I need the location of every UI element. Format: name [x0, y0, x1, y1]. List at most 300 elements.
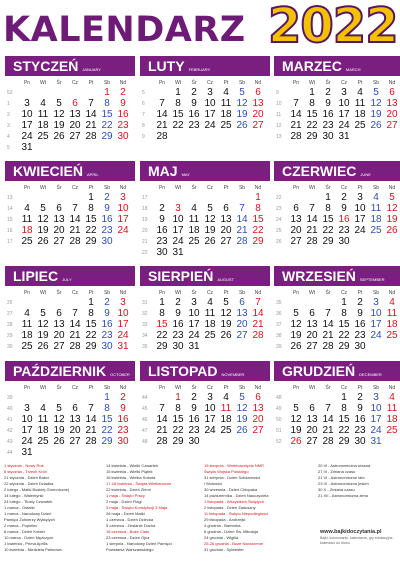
week-number: 41: [7, 416, 13, 423]
month-name-english: DECEMBER: [359, 372, 382, 377]
day-cell: 3: [373, 297, 379, 308]
day-cell: 10: [204, 403, 216, 414]
day-cell: 15: [172, 109, 184, 120]
weekday-label: Wt: [308, 384, 316, 391]
day-cell: 28: [252, 330, 264, 341]
week-row: [140, 109, 270, 120]
day-cell: 7: [72, 203, 78, 214]
day-cell: 8: [104, 403, 110, 414]
day-cell: 8: [159, 308, 165, 319]
week-number: 40: [7, 405, 13, 412]
weekday-label: Śr: [325, 79, 331, 86]
day-cell: 30: [354, 436, 366, 447]
day-cell: 1: [175, 87, 181, 98]
day-cell: 7: [293, 98, 299, 109]
day-cell: 26: [220, 330, 232, 341]
day-cell: 28: [236, 236, 248, 247]
week-row: [274, 120, 400, 131]
notes-column: [4, 463, 69, 553]
week-number: 48: [142, 438, 148, 445]
day-cell: 22: [172, 425, 184, 436]
week-row: [5, 414, 135, 425]
month-name: MARZEC: [282, 58, 342, 74]
week-number: 8: [142, 122, 145, 129]
day-cell: 4: [207, 297, 213, 308]
day-cell: 4: [389, 297, 395, 308]
month-name-english: AUGUST: [217, 277, 235, 282]
holiday-note: Powstania Warszawskiego: [106, 547, 154, 552]
day-cell: 15: [85, 214, 97, 225]
day-cell: 11: [370, 203, 382, 214]
week-number: 44: [7, 449, 13, 456]
weekday-label: Nd: [388, 289, 396, 296]
weekday-label: Pt: [88, 384, 94, 391]
day-cell: 22: [85, 330, 97, 341]
day-cell: 2: [357, 392, 363, 403]
week-number: 15: [7, 216, 13, 223]
day-cell: 12: [370, 98, 382, 109]
weekday-header: [140, 288, 270, 297]
month-name: PAŹDZIERNIK: [13, 363, 107, 379]
day-cell: 28: [322, 436, 334, 447]
day-cell: 9: [325, 98, 331, 109]
weekday-label: Pn: [158, 79, 166, 86]
day-cell: 2: [191, 87, 197, 98]
day-cell: 2: [191, 392, 197, 403]
day-cell: 5: [56, 403, 62, 414]
day-cell: 16: [188, 109, 200, 120]
weekday-header: [274, 383, 400, 392]
day-cell: 24: [370, 330, 382, 341]
week-row: [274, 236, 400, 247]
weekday-label: Śr: [325, 384, 331, 391]
week-number: 30: [7, 343, 13, 350]
month-name: WRZESIEŃ: [282, 268, 356, 284]
day-cell: 4: [40, 98, 46, 109]
weekday-label: Cz: [206, 79, 214, 86]
holiday-note: 14 października - Dzień Nauczyciela: [204, 493, 269, 498]
holiday-note: i Wolności: [204, 481, 223, 486]
holiday-note: 2 lutego - Matki Boskiej Gromnicznej: [4, 487, 69, 492]
weekday-label: Śr: [56, 184, 62, 191]
week-row: [5, 297, 135, 308]
week-number: 26: [276, 238, 282, 245]
week-number: 33: [142, 321, 148, 328]
weekday-label: Nd: [254, 79, 262, 86]
day-cell: 30: [101, 236, 113, 247]
day-cell: 17: [117, 214, 129, 225]
weekday-label: Pn: [158, 184, 166, 191]
site-link[interactable]: www.bajkidoczytania.pl: [320, 529, 382, 535]
holiday-note: 2 listopada - Dzień Zaduszny: [204, 505, 256, 510]
holiday-notes: [0, 463, 400, 566]
day-cell: 25: [386, 330, 398, 341]
day-cell: 31: [370, 436, 382, 447]
day-cell: 15: [172, 414, 184, 425]
day-cell: 18: [386, 414, 398, 425]
day-cell: 12: [53, 109, 65, 120]
day-cell: 2: [104, 192, 110, 203]
week-number: 32: [142, 310, 148, 317]
day-cell: 17: [117, 319, 129, 330]
week-row: [140, 192, 270, 203]
day-cell: 2: [159, 203, 165, 214]
day-cell: 11: [37, 414, 49, 425]
week-number: 17: [142, 194, 148, 201]
day-cell: 14: [85, 109, 97, 120]
day-cell: 13: [290, 214, 302, 225]
day-cell: 25: [37, 131, 49, 142]
day-cell: 1: [255, 192, 261, 203]
weekday-label: Pt: [357, 184, 363, 191]
day-cell: 11: [220, 403, 232, 414]
holiday-note: 10 kwietnia - Niedziela Palmowa: [4, 547, 62, 552]
day-cell: 30: [322, 131, 334, 142]
day-cell: 18: [220, 414, 232, 425]
week-number: 22: [142, 249, 148, 256]
week-number: 4: [7, 133, 10, 140]
day-cell: 9: [104, 308, 110, 319]
day-cell: 1: [325, 192, 331, 203]
day-cell: 2: [325, 87, 331, 98]
day-cell: 26: [386, 225, 398, 236]
weekday-header: [140, 383, 270, 392]
month-name: LUTY: [148, 58, 185, 74]
day-cell: 21: [306, 225, 318, 236]
month-10: [5, 361, 135, 461]
day-cell: 6: [72, 98, 78, 109]
day-cell: 18: [220, 109, 232, 120]
week-number: 39: [7, 394, 13, 401]
day-cell: 18: [386, 319, 398, 330]
day-cell: 31: [117, 341, 129, 352]
day-cell: 19: [53, 120, 65, 131]
holiday-note: 1 listopada - Wszystkich Świętych: [204, 499, 265, 504]
weekday-label: Wt: [308, 289, 316, 296]
day-cell: 16: [172, 319, 184, 330]
day-cell: 25: [220, 120, 232, 131]
day-cell: 3: [373, 392, 379, 403]
day-cell: 26: [370, 120, 382, 131]
week-row: [274, 403, 400, 414]
day-cell: 7: [325, 308, 331, 319]
day-cell: 21: [156, 120, 168, 131]
day-cell: 14: [252, 308, 264, 319]
day-cell: 25: [37, 436, 49, 447]
holiday-note: 23 czerwca - Dzień Ojca: [106, 535, 150, 540]
day-cell: 21: [69, 330, 81, 341]
day-cell: 10: [117, 308, 129, 319]
day-cell: 26: [37, 341, 49, 352]
weekday-label: Cz: [71, 289, 79, 296]
month-name: CZERWIEC: [282, 163, 357, 179]
month-header: [5, 361, 135, 381]
day-cell: 20: [306, 330, 318, 341]
day-cell: 14: [322, 414, 334, 425]
week-number: 36: [276, 310, 282, 317]
day-cell: 20: [69, 425, 81, 436]
week-number: 20: [142, 227, 148, 234]
week-row: [140, 203, 270, 214]
holiday-note: Święto Wojska Polskiego: [204, 469, 249, 474]
day-cell: 24: [370, 425, 382, 436]
day-cell: 10: [21, 109, 33, 120]
week-row: [274, 414, 400, 425]
day-cell: 4: [191, 203, 197, 214]
weekday-label: Wt: [308, 79, 316, 86]
day-cell: 23: [354, 330, 366, 341]
month-header: [140, 56, 270, 76]
day-cell: 30: [117, 436, 129, 447]
weekday-label: Sb: [372, 79, 380, 86]
day-cell: 8: [255, 203, 261, 214]
day-cell: 19: [236, 414, 248, 425]
day-cell: 4: [373, 192, 379, 203]
week-number: 44: [142, 394, 148, 401]
day-cell: 23: [188, 425, 200, 436]
day-cell: 27: [69, 131, 81, 142]
weekday-label: Cz: [206, 289, 214, 296]
day-cell: 1: [341, 392, 347, 403]
day-cell: 3: [175, 203, 181, 214]
day-cell: 17: [370, 414, 382, 425]
day-cell: 10: [370, 308, 382, 319]
day-cell: 31: [338, 131, 350, 142]
holiday-note: 4 grudnia - Barbórka: [204, 523, 241, 528]
day-cell: 16: [188, 414, 200, 425]
week-row: [5, 341, 135, 352]
weekday-label: Wt: [308, 184, 316, 191]
day-cell: 16: [101, 319, 113, 330]
week-number: 6: [142, 100, 145, 107]
month-header: [140, 161, 270, 181]
weekday-label: Cz: [340, 79, 348, 86]
day-cell: 24: [204, 425, 216, 436]
week-row: [5, 436, 135, 447]
day-cell: 17: [370, 319, 382, 330]
weekday-label: Nd: [388, 384, 396, 391]
day-cell: 16: [322, 109, 334, 120]
week-row: [5, 120, 135, 131]
week-row: [140, 214, 270, 225]
day-cell: 16: [101, 214, 113, 225]
holiday-note: 29 listopada - Andrzejki: [204, 517, 246, 522]
day-cell: 9: [191, 98, 197, 109]
day-cell: 21: [85, 120, 97, 131]
weekday-label: Sb: [372, 289, 380, 296]
day-cell: 26: [290, 341, 302, 352]
day-cell: 5: [223, 297, 229, 308]
weekday-label: Nd: [254, 384, 262, 391]
week-row: [140, 131, 270, 142]
day-cell: 9: [191, 403, 197, 414]
day-cell: 4: [40, 403, 46, 414]
day-cell: 9: [175, 308, 181, 319]
week-row: [274, 436, 400, 447]
day-cell: 16: [354, 319, 366, 330]
day-cell: 6: [255, 87, 261, 98]
month-7: [5, 266, 135, 366]
day-cell: 12: [37, 214, 49, 225]
month-header: [274, 361, 400, 381]
day-cell: 28: [322, 341, 334, 352]
day-cell: 24: [204, 120, 216, 131]
day-cell: 6: [72, 403, 78, 414]
weekday-label: Pn: [292, 289, 300, 296]
day-cell: 21: [322, 330, 334, 341]
day-cell: 4: [389, 392, 395, 403]
day-cell: 17: [204, 414, 216, 425]
day-cell: 19: [53, 425, 65, 436]
day-cell: 31: [21, 447, 33, 458]
day-cell: 25: [354, 120, 366, 131]
week-number: 5: [7, 144, 10, 151]
week-row: [5, 425, 135, 436]
day-cell: 8: [341, 308, 347, 319]
day-cell: 20: [53, 330, 65, 341]
day-cell: 1: [175, 392, 181, 403]
day-cell: 18: [188, 225, 200, 236]
day-cell: 23: [188, 120, 200, 131]
week-number: 26: [7, 299, 13, 306]
day-cell: 18: [37, 120, 49, 131]
week-number: 18: [142, 205, 148, 212]
day-cell: 15: [322, 214, 334, 225]
day-cell: 2: [357, 297, 363, 308]
month-5: [140, 161, 270, 261]
week-number: 47: [142, 427, 148, 434]
day-cell: 15: [306, 109, 318, 120]
week-row: [274, 109, 400, 120]
day-cell: 21: [85, 425, 97, 436]
day-cell: 30: [117, 131, 129, 142]
day-cell: 10: [370, 403, 382, 414]
day-cell: 3: [207, 392, 213, 403]
day-cell: 3: [357, 192, 363, 203]
weekday-label: Pt: [223, 289, 229, 296]
week-row: [140, 297, 270, 308]
week-row: [274, 330, 400, 341]
day-cell: 13: [53, 319, 65, 330]
day-cell: 15: [85, 319, 97, 330]
month-2: [140, 56, 270, 156]
month-9: [274, 266, 400, 366]
week-row: [274, 319, 400, 330]
week-row: [5, 330, 135, 341]
day-cell: 5: [373, 87, 379, 98]
week-number: 38: [276, 332, 282, 339]
day-cell: 13: [252, 98, 264, 109]
holiday-note: 30 X - Zmiana czasu: [318, 487, 355, 492]
week-row: [5, 225, 135, 236]
day-cell: 29: [322, 236, 334, 247]
weekday-label: Wt: [174, 289, 182, 296]
day-cell: 12: [53, 414, 65, 425]
week-number: 13: [7, 194, 13, 201]
day-cell: 24: [338, 120, 350, 131]
week-row: [140, 225, 270, 236]
month-12: [274, 361, 400, 461]
day-cell: 13: [220, 214, 232, 225]
month-name-english: NOVEMBER: [221, 372, 245, 377]
day-cell: 6: [309, 308, 315, 319]
day-cell: 9: [357, 403, 363, 414]
holiday-note: 6 grudnia - Dzień Św. Mikołaja: [204, 529, 258, 534]
month-name-english: MARCH: [345, 67, 361, 72]
day-cell: 17: [172, 225, 184, 236]
weekday-label: Sb: [238, 184, 246, 191]
day-cell: 19: [386, 214, 398, 225]
day-cell: 25: [21, 236, 33, 247]
month-header: [274, 266, 400, 286]
week-number: 28: [7, 321, 13, 328]
weekday-label: Wt: [39, 184, 47, 191]
holiday-note: 22 kwietnia - Dzień Ziemi: [106, 487, 151, 492]
day-cell: 4: [223, 392, 229, 403]
week-number: 45: [142, 405, 148, 412]
day-cell: 30: [101, 341, 113, 352]
day-cell: 28: [290, 131, 302, 142]
day-cell: 26: [236, 425, 248, 436]
weekday-label: Śr: [56, 79, 62, 86]
weekday-label: Sb: [238, 79, 246, 86]
day-cell: 13: [386, 98, 398, 109]
weekday-header: [5, 288, 135, 297]
month-name: SIERPIEŃ: [148, 268, 214, 284]
week-number: 14: [7, 205, 13, 212]
day-cell: 7: [159, 403, 165, 414]
day-cell: 12: [204, 214, 216, 225]
day-cell: 23: [101, 330, 113, 341]
day-cell: 30: [338, 236, 350, 247]
day-cell: 28: [306, 236, 318, 247]
holiday-note: 1 marca - Narodowy Dzień: [4, 511, 52, 516]
day-cell: 27: [252, 120, 264, 131]
day-cell: 16: [117, 414, 129, 425]
day-cell: 30: [188, 436, 200, 447]
day-cell: 14: [85, 414, 97, 425]
holiday-note: 23 IX - Astronomiczna jesień: [318, 481, 369, 486]
day-cell: 19: [290, 330, 302, 341]
holiday-note: 6 stycznia - Trzech Króli: [4, 469, 47, 474]
day-cell: 1: [159, 297, 165, 308]
weekday-header: [274, 183, 400, 192]
day-cell: 8: [104, 98, 110, 109]
page-title: KALENDARZ: [3, 10, 246, 50]
day-cell: 31: [172, 247, 184, 258]
day-cell: 10: [204, 98, 216, 109]
day-cell: 28: [85, 436, 97, 447]
week-row: [274, 297, 400, 308]
day-cell: 31: [188, 341, 200, 352]
day-cell: 26: [53, 436, 65, 447]
week-row: [274, 341, 400, 352]
week-row: [274, 225, 400, 236]
day-cell: 5: [389, 192, 395, 203]
weekday-label: Pn: [292, 384, 300, 391]
week-row: [5, 392, 135, 403]
day-cell: 28: [156, 131, 168, 142]
day-cell: 5: [239, 392, 245, 403]
weekday-label: Cz: [340, 384, 348, 391]
notes-column: [204, 463, 268, 553]
day-cell: 3: [120, 192, 126, 203]
day-cell: 26: [204, 236, 216, 247]
week-row: [274, 425, 400, 436]
week-number: 49: [276, 405, 282, 412]
week-row: [274, 192, 400, 203]
holiday-note: 10 marca - Dzień Mężczyzn: [4, 535, 54, 540]
